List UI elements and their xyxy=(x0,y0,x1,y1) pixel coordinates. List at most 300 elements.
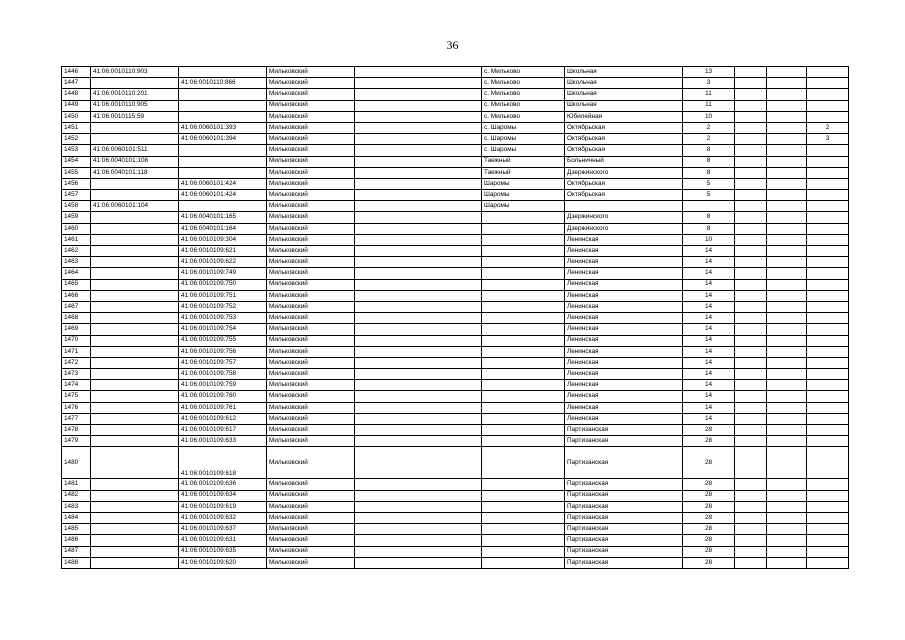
extra-cell xyxy=(735,357,767,368)
extra-cell xyxy=(767,190,807,201)
settlement-cell: с. Шаромы xyxy=(482,134,565,145)
table-row xyxy=(62,369,849,380)
house-number-cell: 28 xyxy=(683,546,735,557)
table-row xyxy=(62,301,849,312)
table-row xyxy=(62,391,849,402)
extra-cell xyxy=(735,167,767,178)
cadastral-number-alt-cell: 41:06:0010109:304 xyxy=(179,234,267,245)
apartment-cell: 2 xyxy=(807,122,849,133)
district-cell: Мильковский xyxy=(267,346,355,357)
house-number-cell: 14 xyxy=(683,369,735,380)
cadastral-number-alt-cell: 41:06:0010109:620 xyxy=(179,557,267,568)
street-cell: Партизанская xyxy=(565,546,683,557)
row-number-cell: 1470 xyxy=(62,335,91,346)
cadastral-number-cell xyxy=(91,134,179,145)
note-cell xyxy=(355,380,482,391)
extra-cell xyxy=(735,413,767,424)
street-cell: Партизанская xyxy=(565,524,683,535)
district-cell: Мильковский xyxy=(267,156,355,167)
extra-cell xyxy=(767,357,807,368)
house-number-cell: 28 xyxy=(683,524,735,535)
house-number-cell: 14 xyxy=(683,313,735,324)
table-row xyxy=(62,425,849,436)
street-cell: Ленинская xyxy=(565,346,683,357)
house-number-cell: 14 xyxy=(683,413,735,424)
row-number-cell: 1464 xyxy=(62,268,91,279)
cadastral-number-alt-cell: 41:06:0010109:635 xyxy=(179,546,267,557)
district-cell: Мильковский xyxy=(267,290,355,301)
extra-cell xyxy=(767,257,807,268)
settlement-cell xyxy=(482,512,565,523)
cadastral-number-alt-cell: 41:06:0010109:637 xyxy=(179,524,267,535)
extra-cell xyxy=(767,212,807,223)
table-body xyxy=(62,67,849,569)
row-number-cell: 1450 xyxy=(62,111,91,122)
row-number-cell: 1463 xyxy=(62,257,91,268)
district-cell: Мильковский xyxy=(267,490,355,501)
note-cell xyxy=(355,490,482,501)
row-number-cell: 1469 xyxy=(62,324,91,335)
apartment-cell xyxy=(807,212,849,223)
table-row xyxy=(62,212,849,223)
apartment-cell xyxy=(807,490,849,501)
apartment-cell xyxy=(807,535,849,546)
district-cell: Мильковский xyxy=(267,279,355,290)
cadastral-number-cell xyxy=(91,391,179,402)
settlement-cell xyxy=(482,223,565,234)
extra-cell xyxy=(767,313,807,324)
table-row xyxy=(62,490,849,501)
cadastral-number-cell: 41:06:0010115:59 xyxy=(91,111,179,122)
extra-cell xyxy=(767,156,807,167)
house-number-cell: 14 xyxy=(683,246,735,257)
district-cell: Мильковский xyxy=(267,134,355,145)
note-cell xyxy=(355,535,482,546)
cadastral-number-alt-cell xyxy=(179,156,267,167)
table-row xyxy=(62,324,849,335)
district-cell: Мильковский xyxy=(267,167,355,178)
district-cell: Мильковский xyxy=(267,223,355,234)
extra-cell xyxy=(735,335,767,346)
cadastral-number-cell xyxy=(91,380,179,391)
cadastral-number-alt-cell: 41:06:0010109:760 xyxy=(179,391,267,402)
cadastral-number-alt-cell: 41:06:0010109:752 xyxy=(179,301,267,312)
street-cell: Ленинская xyxy=(565,257,683,268)
settlement-cell xyxy=(482,290,565,301)
table-row xyxy=(62,234,849,245)
cadastral-number-cell xyxy=(91,212,179,223)
row-number-cell: 1478 xyxy=(62,425,91,436)
extra-cell xyxy=(735,279,767,290)
street-cell: Ленинская xyxy=(565,380,683,391)
settlement-cell xyxy=(482,546,565,557)
settlement-cell xyxy=(482,313,565,324)
table-row xyxy=(62,413,849,424)
district-cell: Мильковский xyxy=(267,402,355,413)
row-number-cell: 1480 xyxy=(62,447,91,479)
district-cell: Мильковский xyxy=(267,67,355,78)
note-cell xyxy=(355,290,482,301)
extra-cell xyxy=(767,490,807,501)
extra-cell xyxy=(767,89,807,100)
note-cell xyxy=(355,402,482,413)
street-cell: Ленинская xyxy=(565,402,683,413)
district-cell: Мильковский xyxy=(267,89,355,100)
cadastral-number-alt-cell: 41:06:0060101:393 xyxy=(179,122,267,133)
table-row xyxy=(62,557,849,568)
settlement-cell: с. Мильково xyxy=(482,67,565,78)
street-cell: Партизанская xyxy=(565,447,683,479)
row-number-cell: 1454 xyxy=(62,156,91,167)
house-number-cell: 2 xyxy=(683,122,735,133)
extra-cell xyxy=(767,134,807,145)
street-cell: Партизанская xyxy=(565,490,683,501)
house-number-cell: 28 xyxy=(683,501,735,512)
cadastral-number-alt-cell: 41:06:0010109:634 xyxy=(179,490,267,501)
table-row xyxy=(62,223,849,234)
street-cell: Партизанская xyxy=(565,436,683,447)
row-number-cell: 1471 xyxy=(62,346,91,357)
note-cell xyxy=(355,67,482,78)
cadastral-number-cell xyxy=(91,335,179,346)
cadastral-number-cell xyxy=(91,223,179,234)
house-number-cell: 13 xyxy=(683,67,735,78)
cadastral-number-cell xyxy=(91,557,179,568)
table-row xyxy=(62,524,849,535)
extra-cell xyxy=(767,100,807,111)
extra-cell xyxy=(767,145,807,156)
district-cell: Мильковский xyxy=(267,212,355,223)
row-number-cell: 1467 xyxy=(62,301,91,312)
table-row xyxy=(62,190,849,201)
table-row xyxy=(62,512,849,523)
extra-cell xyxy=(767,268,807,279)
settlement-cell xyxy=(482,324,565,335)
street-cell: Ленинская xyxy=(565,413,683,424)
street-cell: Дзержинского xyxy=(565,167,683,178)
row-number-cell: 1458 xyxy=(62,201,91,212)
house-number-cell: 14 xyxy=(683,391,735,402)
note-cell xyxy=(355,100,482,111)
cadastral-number-cell xyxy=(91,346,179,357)
street-cell: Дзержинского xyxy=(565,212,683,223)
apartment-cell xyxy=(807,89,849,100)
note-cell xyxy=(355,156,482,167)
apartment-cell xyxy=(807,301,849,312)
extra-cell xyxy=(767,223,807,234)
table-row xyxy=(62,201,849,212)
row-number-cell: 1459 xyxy=(62,212,91,223)
row-number-cell: 1486 xyxy=(62,535,91,546)
table-row xyxy=(62,447,849,479)
house-number-cell: 28 xyxy=(683,447,735,479)
apartment-cell xyxy=(807,67,849,78)
street-cell: Партизанская xyxy=(565,479,683,490)
note-cell xyxy=(355,178,482,189)
note-cell xyxy=(355,223,482,234)
apartment-cell: 3 xyxy=(807,134,849,145)
settlement-cell xyxy=(482,501,565,512)
district-cell: Мильковский xyxy=(267,324,355,335)
settlement-cell xyxy=(482,413,565,424)
apartment-cell xyxy=(807,78,849,89)
extra-cell xyxy=(735,257,767,268)
extra-cell xyxy=(767,535,807,546)
house-number-cell: 14 xyxy=(683,346,735,357)
apartment-cell xyxy=(807,501,849,512)
cadastral-number-cell xyxy=(91,290,179,301)
cadastral-number-cell xyxy=(91,535,179,546)
table-row xyxy=(62,479,849,490)
cadastral-number-cell: 41:06:0060101:104 xyxy=(91,201,179,212)
row-number-cell: 1457 xyxy=(62,190,91,201)
house-number-cell: 28 xyxy=(683,479,735,490)
extra-cell xyxy=(767,279,807,290)
settlement-cell: Шаромы xyxy=(482,178,565,189)
table-row xyxy=(62,501,849,512)
table-row xyxy=(62,346,849,357)
extra-cell xyxy=(767,546,807,557)
row-number-cell: 1474 xyxy=(62,380,91,391)
cadastral-number-alt-cell xyxy=(179,111,267,122)
district-cell: Мильковский xyxy=(267,246,355,257)
cadastral-number-alt-cell xyxy=(179,100,267,111)
cadastral-number-alt-cell: 41:06:0010109:755 xyxy=(179,335,267,346)
extra-cell xyxy=(767,346,807,357)
district-cell: Мильковский xyxy=(267,357,355,368)
note-cell xyxy=(355,447,482,479)
extra-cell xyxy=(735,190,767,201)
note-cell xyxy=(355,357,482,368)
apartment-cell xyxy=(807,512,849,523)
extra-cell xyxy=(735,145,767,156)
house-number-cell: 28 xyxy=(683,557,735,568)
apartment-cell xyxy=(807,279,849,290)
row-number-cell: 1447 xyxy=(62,78,91,89)
row-number-cell: 1488 xyxy=(62,557,91,568)
apartment-cell xyxy=(807,257,849,268)
street-cell: Партизанская xyxy=(565,425,683,436)
table-row xyxy=(62,89,849,100)
settlement-cell xyxy=(482,402,565,413)
cadastral-number-alt-cell xyxy=(179,167,267,178)
cadastral-number-alt-cell: 41:06:0010109:759 xyxy=(179,380,267,391)
row-number-cell: 1482 xyxy=(62,490,91,501)
house-number-cell: 5 xyxy=(683,190,735,201)
apartment-cell xyxy=(807,324,849,335)
table-row xyxy=(62,380,849,391)
district-cell: Мильковский xyxy=(267,178,355,189)
settlement-cell xyxy=(482,301,565,312)
cadastral-number-alt-cell: 41:06:0010110:866 xyxy=(179,78,267,89)
extra-cell xyxy=(735,178,767,189)
cadastral-number-alt-cell: 41:06:0010109:757 xyxy=(179,357,267,368)
extra-cell xyxy=(767,512,807,523)
note-cell xyxy=(355,324,482,335)
extra-cell xyxy=(767,301,807,312)
cadastral-number-alt-cell: 41:06:0010109:618 xyxy=(179,447,267,479)
house-number-cell: 3 xyxy=(683,78,735,89)
cadastral-number-cell xyxy=(91,413,179,424)
cadastral-number-cell: 41:06:0010110:903 xyxy=(91,67,179,78)
note-cell xyxy=(355,335,482,346)
note-cell xyxy=(355,122,482,133)
cadastral-number-alt-cell: 41:06:0040101:165 xyxy=(179,212,267,223)
extra-cell xyxy=(735,212,767,223)
table-row xyxy=(62,335,849,346)
district-cell: Мильковский xyxy=(267,201,355,212)
row-number-cell: 1472 xyxy=(62,357,91,368)
extra-cell xyxy=(767,501,807,512)
note-cell xyxy=(355,524,482,535)
cadastral-number-cell xyxy=(91,78,179,89)
settlement-cell xyxy=(482,557,565,568)
extra-cell xyxy=(735,324,767,335)
extra-cell xyxy=(735,201,767,212)
row-number-cell: 1473 xyxy=(62,369,91,380)
house-number-cell xyxy=(683,201,735,212)
district-cell: Мильковский xyxy=(267,380,355,391)
note-cell xyxy=(355,234,482,245)
table-row xyxy=(62,122,849,133)
district-cell: Мильковский xyxy=(267,234,355,245)
apartment-cell xyxy=(807,546,849,557)
apartment-cell xyxy=(807,335,849,346)
apartment-cell xyxy=(807,425,849,436)
cadastral-number-alt-cell: 41:06:0010109:612 xyxy=(179,413,267,424)
extra-cell xyxy=(735,490,767,501)
extra-cell xyxy=(735,100,767,111)
cadastral-number-cell xyxy=(91,246,179,257)
house-number-cell: 14 xyxy=(683,380,735,391)
cadastral-number-alt-cell: 41:06:0060101:424 xyxy=(179,178,267,189)
table-row xyxy=(62,145,849,156)
cadastral-number-cell xyxy=(91,268,179,279)
cadastral-number-cell xyxy=(91,402,179,413)
extra-cell xyxy=(735,156,767,167)
house-number-cell: 8 xyxy=(683,223,735,234)
settlement-cell xyxy=(482,335,565,346)
district-cell: Мильковский xyxy=(267,391,355,402)
settlement-cell xyxy=(482,369,565,380)
table-row xyxy=(62,357,849,368)
row-number-cell: 1449 xyxy=(62,100,91,111)
cadastral-number-alt-cell: 41:06:0010109:622 xyxy=(179,257,267,268)
street-cell: Ленинская xyxy=(565,246,683,257)
street-cell: Ленинская xyxy=(565,268,683,279)
extra-cell xyxy=(767,78,807,89)
extra-cell xyxy=(735,391,767,402)
note-cell xyxy=(355,313,482,324)
row-number-cell: 1483 xyxy=(62,501,91,512)
settlement-cell: с. Шаромы xyxy=(482,145,565,156)
district-cell: Мильковский xyxy=(267,413,355,424)
cadastral-number-cell xyxy=(91,257,179,268)
table-row xyxy=(62,246,849,257)
cadastral-number-alt-cell: 41:06:0010109:754 xyxy=(179,324,267,335)
apartment-cell xyxy=(807,268,849,279)
street-cell: Ленинская xyxy=(565,301,683,312)
apartment-cell xyxy=(807,167,849,178)
street-cell: Октябрьская xyxy=(565,190,683,201)
cadastral-number-cell xyxy=(91,190,179,201)
house-number-cell: 14 xyxy=(683,279,735,290)
note-cell xyxy=(355,479,482,490)
extra-cell xyxy=(735,290,767,301)
extra-cell xyxy=(767,178,807,189)
cadastral-number-cell xyxy=(91,512,179,523)
cadastral-number-alt-cell: 41:06:0010109:750 xyxy=(179,279,267,290)
extra-cell xyxy=(767,402,807,413)
cadastral-number-cell: 41:06:0040101:118 xyxy=(91,167,179,178)
cadastral-number-cell xyxy=(91,490,179,501)
row-number-cell: 1460 xyxy=(62,223,91,234)
street-cell: Ленинская xyxy=(565,290,683,301)
house-number-cell: 14 xyxy=(683,357,735,368)
extra-cell xyxy=(735,134,767,145)
table-row xyxy=(62,257,849,268)
house-number-cell: 28 xyxy=(683,512,735,523)
cadastral-number-alt-cell: 41:06:0010109:758 xyxy=(179,369,267,380)
extra-cell xyxy=(767,335,807,346)
settlement-cell xyxy=(482,346,565,357)
note-cell xyxy=(355,111,482,122)
extra-cell xyxy=(767,201,807,212)
house-number-cell: 10 xyxy=(683,111,735,122)
cadastral-number-alt-cell: 41:06:0040101:164 xyxy=(179,223,267,234)
settlement-cell xyxy=(482,425,565,436)
row-number-cell: 1455 xyxy=(62,167,91,178)
table-row xyxy=(62,535,849,546)
extra-cell xyxy=(735,301,767,312)
note-cell xyxy=(355,501,482,512)
table-row xyxy=(62,78,849,89)
apartment-cell xyxy=(807,100,849,111)
street-cell xyxy=(565,201,683,212)
extra-cell xyxy=(735,111,767,122)
cadastral-number-cell xyxy=(91,122,179,133)
extra-cell xyxy=(735,402,767,413)
street-cell: Партизанская xyxy=(565,512,683,523)
row-number-cell: 1479 xyxy=(62,436,91,447)
table-row xyxy=(62,167,849,178)
cadastral-number-cell xyxy=(91,279,179,290)
house-number-cell: 28 xyxy=(683,490,735,501)
apartment-cell xyxy=(807,178,849,189)
settlement-cell: с. Мильково xyxy=(482,111,565,122)
apartment-cell xyxy=(807,156,849,167)
extra-cell xyxy=(767,111,807,122)
property-registry-table xyxy=(61,66,849,569)
extra-cell xyxy=(767,436,807,447)
settlement-cell xyxy=(482,279,565,290)
extra-cell xyxy=(735,524,767,535)
row-number-cell: 1476 xyxy=(62,402,91,413)
settlement-cell: с. Мильково xyxy=(482,89,565,100)
row-number-cell: 1487 xyxy=(62,546,91,557)
district-cell: Мильковский xyxy=(267,78,355,89)
settlement-cell xyxy=(482,380,565,391)
district-cell: Мильковский xyxy=(267,100,355,111)
street-cell: Больничный xyxy=(565,156,683,167)
extra-cell xyxy=(767,122,807,133)
note-cell xyxy=(355,413,482,424)
district-cell: Мильковский xyxy=(267,524,355,535)
street-cell: Октябрьская xyxy=(565,122,683,133)
extra-cell xyxy=(767,290,807,301)
street-cell: Ленинская xyxy=(565,234,683,245)
house-number-cell: 5 xyxy=(683,178,735,189)
